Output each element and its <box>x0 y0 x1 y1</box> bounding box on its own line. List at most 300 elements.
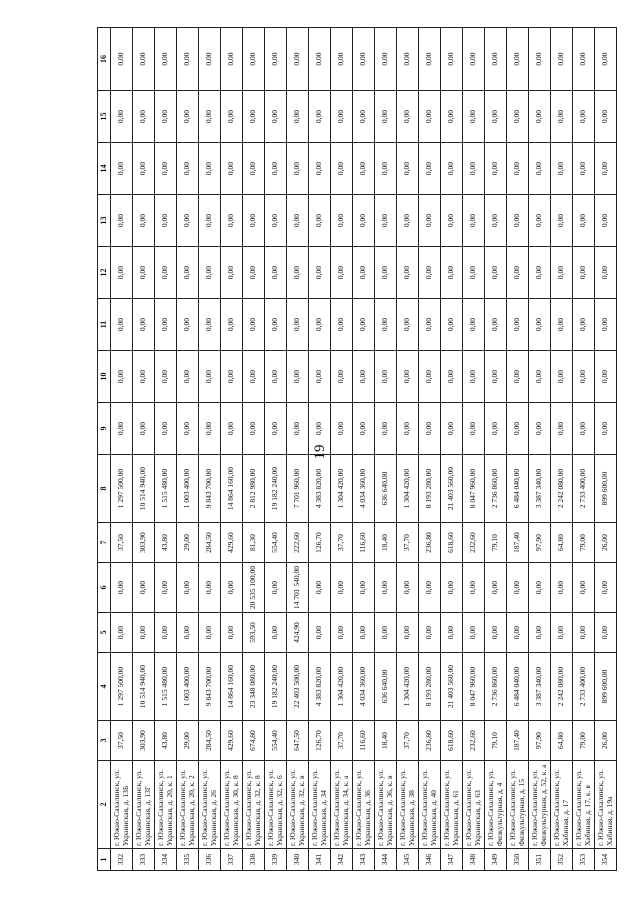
value-cell: 0,00 <box>507 403 529 455</box>
value-cell: 0,00 <box>243 143 265 195</box>
value-cell: 0,00 <box>353 403 375 455</box>
value-cell: 0,00 <box>441 195 463 247</box>
value-cell: 0,00 <box>485 563 507 613</box>
row-number-cell: 333 <box>133 849 155 871</box>
value-cell: 0,00 <box>155 563 177 613</box>
value-cell: 14 864 160,00 <box>221 455 243 523</box>
value-cell: 0,00 <box>221 403 243 455</box>
value-cell: 303,90 <box>133 721 155 761</box>
value-cell: 8 193 280,00 <box>419 653 441 721</box>
value-cell: 647,50 <box>287 721 309 761</box>
value-cell: 0,00 <box>243 351 265 403</box>
value-cell: 0,00 <box>375 299 397 351</box>
value-cell: 0,00 <box>463 403 485 455</box>
value-cell: 674,80 <box>243 721 265 761</box>
value-cell: 4 383 820,00 <box>309 455 331 523</box>
value-cell: 0,00 <box>441 143 463 195</box>
row-number-cell: 353 <box>573 849 595 871</box>
value-cell: 0,00 <box>507 91 529 143</box>
table-row <box>243 28 265 871</box>
value-cell: 0,00 <box>243 91 265 143</box>
address-cell: г. Южно-Сахалинск, ул. Физкультурная, д. 52, к. а <box>529 761 551 849</box>
value-cell: 636 640,00 <box>375 653 397 721</box>
value-cell: 116,60 <box>353 721 375 761</box>
value-cell: 64,80 <box>551 721 573 761</box>
value-cell: 0,00 <box>397 403 419 455</box>
value-cell: 0,00 <box>287 195 309 247</box>
value-cell: 0,00 <box>551 403 573 455</box>
row-number-cell: 354 <box>595 849 617 871</box>
value-cell: 79,00 <box>573 721 595 761</box>
value-cell: 0,00 <box>155 91 177 143</box>
value-cell: 0,00 <box>529 563 551 613</box>
value-cell: 0,00 <box>551 28 573 91</box>
value-cell: 0,00 <box>133 299 155 351</box>
value-cell: 43,80 <box>155 721 177 761</box>
table-row <box>441 28 463 871</box>
value-cell: 37,70 <box>397 721 419 761</box>
value-cell: 0,00 <box>287 403 309 455</box>
header-cell-13: 13 <box>98 195 111 247</box>
table-row <box>551 28 573 871</box>
value-cell: 0,00 <box>177 403 199 455</box>
header-cell-7: 7 <box>98 523 111 563</box>
value-cell: 43,80 <box>155 523 177 563</box>
value-cell: 97,90 <box>529 523 551 563</box>
value-cell: 0,00 <box>243 28 265 91</box>
value-cell: 0,00 <box>221 613 243 653</box>
header-row <box>98 28 111 871</box>
value-cell: 0,00 <box>177 247 199 299</box>
value-cell: 0,00 <box>551 247 573 299</box>
row-number-cell: 349 <box>485 849 507 871</box>
value-cell: 0,00 <box>243 247 265 299</box>
value-cell: 0,00 <box>441 299 463 351</box>
value-cell: 0,00 <box>551 91 573 143</box>
page-number: 19 <box>312 444 328 460</box>
value-cell: 0,00 <box>221 91 243 143</box>
value-cell: 0,00 <box>397 247 419 299</box>
address-cell: г. Южно-Сахалинск, ул. Физкультурная, д. 15 <box>507 761 529 849</box>
row-number-cell: 352 <box>551 849 573 871</box>
value-cell: 0,00 <box>507 247 529 299</box>
value-cell: 0,00 <box>155 613 177 653</box>
value-cell: 0,00 <box>507 351 529 403</box>
address-cell: г. Южно-Сахалинск, ул. Украинская, д. 20, к. 2 <box>177 761 199 849</box>
value-cell: 1 297 500,00 <box>111 455 133 523</box>
value-cell: 0,00 <box>287 351 309 403</box>
value-cell: 0,00 <box>419 143 441 195</box>
value-cell: 14 864 160,00 <box>221 653 243 721</box>
table-row <box>331 28 353 871</box>
value-cell: 21 403 560,00 <box>441 653 463 721</box>
value-cell: 6 484 040,00 <box>507 455 529 523</box>
value-cell: 0,00 <box>177 91 199 143</box>
value-cell: 593,50 <box>243 613 265 653</box>
value-cell: 4 034 360,00 <box>353 455 375 523</box>
value-cell: 37,50 <box>111 523 133 563</box>
value-cell: 0,00 <box>199 28 221 91</box>
value-cell: 0,00 <box>265 351 287 403</box>
table-frame <box>97 36 614 871</box>
value-cell: 37,70 <box>397 523 419 563</box>
header-cell-12: 12 <box>98 247 111 299</box>
value-cell: 4 034 360,00 <box>353 653 375 721</box>
value-cell: 0,00 <box>463 28 485 91</box>
table-row <box>419 28 441 871</box>
table-row <box>111 28 133 871</box>
value-cell: 37,50 <box>111 721 133 761</box>
value-cell: 0,00 <box>243 299 265 351</box>
value-cell: 0,00 <box>177 28 199 91</box>
value-cell: 0,00 <box>177 195 199 247</box>
row-number-cell: 339 <box>265 849 287 871</box>
value-cell: 0,00 <box>331 613 353 653</box>
value-cell: 0,00 <box>287 299 309 351</box>
value-cell: 236,80 <box>419 523 441 563</box>
value-cell: 0,00 <box>419 28 441 91</box>
value-cell: 2 736 860,00 <box>485 653 507 721</box>
value-cell: 0,00 <box>199 613 221 653</box>
value-cell: 0,00 <box>529 403 551 455</box>
value-cell: 0,00 <box>265 195 287 247</box>
value-cell: 29,00 <box>177 523 199 563</box>
row-number-cell: 346 <box>419 849 441 871</box>
value-cell: 0,00 <box>155 351 177 403</box>
header-cell-10: 10 <box>98 351 111 403</box>
table-row <box>221 28 243 871</box>
value-cell: 0,00 <box>507 195 529 247</box>
value-cell: 0,00 <box>397 613 419 653</box>
value-cell: 0,00 <box>573 143 595 195</box>
value-cell: 79,10 <box>485 523 507 563</box>
table-row <box>507 28 529 871</box>
address-cell: г. Южно-Сахалинск, ул. Украинская, д. 26 <box>199 761 221 849</box>
value-cell: 0,00 <box>463 143 485 195</box>
value-cell: 618,60 <box>441 721 463 761</box>
value-cell: 0,00 <box>221 143 243 195</box>
value-cell: 0,00 <box>485 299 507 351</box>
value-cell: 232,60 <box>463 721 485 761</box>
value-cell: 554,40 <box>265 721 287 761</box>
value-cell: 1 304 420,00 <box>397 455 419 523</box>
value-cell: 0,00 <box>507 28 529 91</box>
value-cell: 0,00 <box>375 28 397 91</box>
value-cell: 0,00 <box>507 143 529 195</box>
row-number-cell: 342 <box>331 849 353 871</box>
address-cell: г. Южно-Сахалинск, ул. Украинская, д. 61 <box>441 761 463 849</box>
table-row <box>287 28 309 871</box>
rotated-table-wrapper <box>97 36 614 871</box>
value-cell: 0,00 <box>375 563 397 613</box>
value-cell: 0,00 <box>573 613 595 653</box>
value-cell: 0,00 <box>309 403 331 455</box>
row-number-cell: 350 <box>507 849 529 871</box>
value-cell: 0,00 <box>595 403 617 455</box>
value-cell: 0,00 <box>529 247 551 299</box>
value-cell: 0,00 <box>551 351 573 403</box>
value-cell: 429,60 <box>221 523 243 563</box>
table-row <box>155 28 177 871</box>
value-cell: 0,00 <box>199 195 221 247</box>
value-cell: 0,00 <box>529 28 551 91</box>
value-cell: 0,00 <box>463 247 485 299</box>
value-cell: 2 736 860,00 <box>485 455 507 523</box>
value-cell: 0,00 <box>309 143 331 195</box>
value-cell: 37,70 <box>331 721 353 761</box>
table-row <box>265 28 287 871</box>
table-row <box>177 28 199 871</box>
value-cell: 0,00 <box>309 563 331 613</box>
value-cell: 19 182 240,00 <box>265 455 287 523</box>
value-cell: 1 515 480,00 <box>155 653 177 721</box>
value-cell: 0,00 <box>331 299 353 351</box>
value-cell: 0,00 <box>331 351 353 403</box>
value-cell: 0,00 <box>177 613 199 653</box>
value-cell: 0,00 <box>375 351 397 403</box>
value-cell: 0,00 <box>441 28 463 91</box>
value-cell: 0,00 <box>133 351 155 403</box>
address-cell: г. Южно-Сахалинск, ул. Хабиная, д. 19а <box>595 761 617 849</box>
value-cell: 0,00 <box>353 247 375 299</box>
value-cell: 0,00 <box>485 91 507 143</box>
value-cell: 2 733 400,00 <box>573 653 595 721</box>
value-cell: 1 515 480,00 <box>155 455 177 523</box>
value-cell: 0,00 <box>573 403 595 455</box>
value-cell: 0,00 <box>265 613 287 653</box>
value-cell: 2 733 400,00 <box>573 455 595 523</box>
value-cell: 0,00 <box>155 28 177 91</box>
address-cell: г. Южно-Сахалинск, ул. Украинская, д. 34 <box>309 761 331 849</box>
value-cell: 29,00 <box>177 721 199 761</box>
value-cell: 0,00 <box>485 195 507 247</box>
value-cell: 0,00 <box>177 299 199 351</box>
value-cell: 0,00 <box>595 143 617 195</box>
value-cell: 0,00 <box>265 143 287 195</box>
value-cell: 79,00 <box>573 523 595 563</box>
value-cell: 8 047 960,00 <box>463 455 485 523</box>
value-cell: 0,00 <box>419 195 441 247</box>
value-cell: 303,90 <box>133 523 155 563</box>
value-cell: 0,00 <box>111 299 133 351</box>
value-cell: 81,30 <box>243 523 265 563</box>
value-cell: 0,00 <box>111 91 133 143</box>
value-cell: 0,00 <box>243 403 265 455</box>
value-cell: 0,00 <box>353 613 375 653</box>
row-number-cell: 337 <box>221 849 243 871</box>
value-cell: 0,00 <box>199 143 221 195</box>
value-cell: 0,00 <box>199 247 221 299</box>
value-cell: 3 387 340,00 <box>529 455 551 523</box>
value-cell: 79,10 <box>485 721 507 761</box>
value-cell: 2 812 980,00 <box>243 455 265 523</box>
value-cell: 0,00 <box>573 563 595 613</box>
row-number-cell: 341 <box>309 849 331 871</box>
value-cell: 18,40 <box>375 721 397 761</box>
value-cell: 0,00 <box>463 613 485 653</box>
row-number-cell: 351 <box>529 849 551 871</box>
value-cell: 0,00 <box>595 299 617 351</box>
value-cell: 0,00 <box>507 613 529 653</box>
address-cell: г. Южно-Сахалинск, ул. Хабиная, д. 17, к. в <box>573 761 595 849</box>
value-cell: 0,00 <box>485 247 507 299</box>
value-cell: 0,00 <box>353 563 375 613</box>
value-cell: 0,00 <box>595 613 617 653</box>
header-cell-9: 9 <box>98 403 111 455</box>
value-cell: 0,00 <box>441 613 463 653</box>
value-cell: 0,00 <box>397 351 419 403</box>
value-cell: 1 297 500,00 <box>111 653 133 721</box>
value-cell: 187,40 <box>507 523 529 563</box>
table-row <box>199 28 221 871</box>
value-cell: 0,00 <box>595 563 617 613</box>
value-cell: 0,00 <box>287 28 309 91</box>
value-cell: 0,00 <box>309 613 331 653</box>
value-cell: 0,00 <box>221 563 243 613</box>
value-cell: 0,00 <box>573 299 595 351</box>
value-cell: 1 304 420,00 <box>397 653 419 721</box>
value-cell: 0,00 <box>331 563 353 613</box>
value-cell: 0,00 <box>155 143 177 195</box>
value-cell: 236,80 <box>419 721 441 761</box>
address-cell: г. Южно-Сахалинск, ул. Украинская, д. 36 <box>353 761 375 849</box>
value-cell: 0,00 <box>485 28 507 91</box>
address-cell: г. Южно-Сахалинск, ул. Украинская, д. 32, к. в <box>287 761 309 849</box>
value-cell: 0,00 <box>529 143 551 195</box>
header-cell-8: 8 <box>98 455 111 523</box>
value-cell: 0,00 <box>419 563 441 613</box>
value-cell: 0,00 <box>177 563 199 613</box>
value-cell: 0,00 <box>353 28 375 91</box>
table-row <box>463 28 485 871</box>
value-cell: 0,00 <box>111 28 133 91</box>
row-number-cell: 332 <box>111 849 133 871</box>
value-cell: 899 600,00 <box>595 455 617 523</box>
value-cell: 0,00 <box>221 351 243 403</box>
row-number-cell: 335 <box>177 849 199 871</box>
header-cell-16: 16 <box>98 28 111 91</box>
value-cell: 64,80 <box>551 523 573 563</box>
value-cell: 0,00 <box>375 247 397 299</box>
value-cell: 0,00 <box>111 403 133 455</box>
value-cell: 0,00 <box>485 143 507 195</box>
value-cell: 0,00 <box>419 613 441 653</box>
value-cell: 0,00 <box>199 403 221 455</box>
value-cell: 0,00 <box>199 351 221 403</box>
value-cell: 0,00 <box>155 299 177 351</box>
address-cell: г. Южно-Сахалинск, ул. Украинская, д. 36, к. в <box>375 761 397 849</box>
table-row <box>397 28 419 871</box>
value-cell: 0,00 <box>309 351 331 403</box>
value-cell: 3 387 340,00 <box>529 653 551 721</box>
value-cell: 97,90 <box>529 721 551 761</box>
address-cell: г. Южно-Сахалинск, ул. Украинская, д. 38 <box>397 761 419 849</box>
table-row <box>485 28 507 871</box>
value-cell: 0,00 <box>331 195 353 247</box>
row-number-cell: 344 <box>375 849 397 871</box>
value-cell: 0,00 <box>309 299 331 351</box>
value-cell: 0,00 <box>397 299 419 351</box>
value-cell: 0,00 <box>573 28 595 91</box>
table-row <box>529 28 551 871</box>
value-cell: 0,00 <box>265 299 287 351</box>
value-cell: 0,00 <box>529 299 551 351</box>
value-cell: 9 843 700,00 <box>199 653 221 721</box>
value-cell: 0,00 <box>199 91 221 143</box>
address-cell: г. Южно-Сахалинск, ул. Украинская, д. 40 <box>419 761 441 849</box>
row-number-cell: 334 <box>155 849 177 871</box>
value-cell: 1 304 420,00 <box>331 653 353 721</box>
value-cell: 0,00 <box>485 613 507 653</box>
value-cell: 0,00 <box>199 563 221 613</box>
value-cell: 126,70 <box>309 721 331 761</box>
table-row <box>573 28 595 871</box>
value-cell: 0,00 <box>441 247 463 299</box>
value-cell: 424,90 <box>287 613 309 653</box>
value-cell: 0,00 <box>265 91 287 143</box>
value-cell: 0,00 <box>595 247 617 299</box>
value-cell: 0,00 <box>419 91 441 143</box>
value-cell: 0,00 <box>529 613 551 653</box>
value-cell: 0,00 <box>485 403 507 455</box>
header-cell-5: 5 <box>98 613 111 653</box>
value-cell: 0,00 <box>397 195 419 247</box>
value-cell: 0,00 <box>331 247 353 299</box>
value-cell: 14 701 540,00 <box>287 563 309 613</box>
value-cell: 0,00 <box>309 28 331 91</box>
table-body <box>98 28 617 871</box>
value-cell: 0,00 <box>463 351 485 403</box>
value-cell: 0,00 <box>463 195 485 247</box>
value-cell: 18,40 <box>375 523 397 563</box>
value-cell: 10 514 940,00 <box>133 455 155 523</box>
value-cell: 0,00 <box>265 28 287 91</box>
row-number-cell: 345 <box>397 849 419 871</box>
value-cell: 0,00 <box>111 195 133 247</box>
value-cell: 2 242 080,00 <box>551 455 573 523</box>
value-cell: 0,00 <box>375 613 397 653</box>
value-cell: 618,60 <box>441 523 463 563</box>
value-cell: 0,00 <box>133 563 155 613</box>
address-cell: г. Южно-Сахалинск, ул. Украинская, д. 34, к. а <box>331 761 353 849</box>
value-cell: 0,00 <box>265 403 287 455</box>
value-cell: 126,70 <box>309 523 331 563</box>
value-cell: 0,00 <box>111 351 133 403</box>
value-cell: 232,60 <box>463 523 485 563</box>
value-cell: 0,00 <box>309 247 331 299</box>
value-cell: 7 701 960,00 <box>287 455 309 523</box>
address-cell: г. Южно-Сахалинск, ул. Хабиная, д. 17 <box>551 761 573 849</box>
value-cell: 20 535 100,00 <box>243 563 265 613</box>
value-cell: 0,00 <box>133 247 155 299</box>
header-cell-6: 6 <box>98 563 111 613</box>
value-cell: 0,00 <box>529 351 551 403</box>
value-cell: 0,00 <box>595 195 617 247</box>
value-cell: 0,00 <box>287 247 309 299</box>
value-cell: 0,00 <box>551 613 573 653</box>
value-cell: 1 003 400,00 <box>177 455 199 523</box>
header-cell-4: 4 <box>98 653 111 721</box>
address-cell: г. Южно-Сахалинск, ул. Физкультурная, д. 4 <box>485 761 507 849</box>
value-cell: 6 484 040,00 <box>507 653 529 721</box>
value-cell: 0,00 <box>287 143 309 195</box>
value-cell: 0,00 <box>133 28 155 91</box>
value-cell: 284,50 <box>199 523 221 563</box>
value-cell: 0,00 <box>331 143 353 195</box>
value-cell: 0,00 <box>199 299 221 351</box>
value-cell: 9 843 700,00 <box>199 455 221 523</box>
header-cell-11: 11 <box>98 299 111 351</box>
